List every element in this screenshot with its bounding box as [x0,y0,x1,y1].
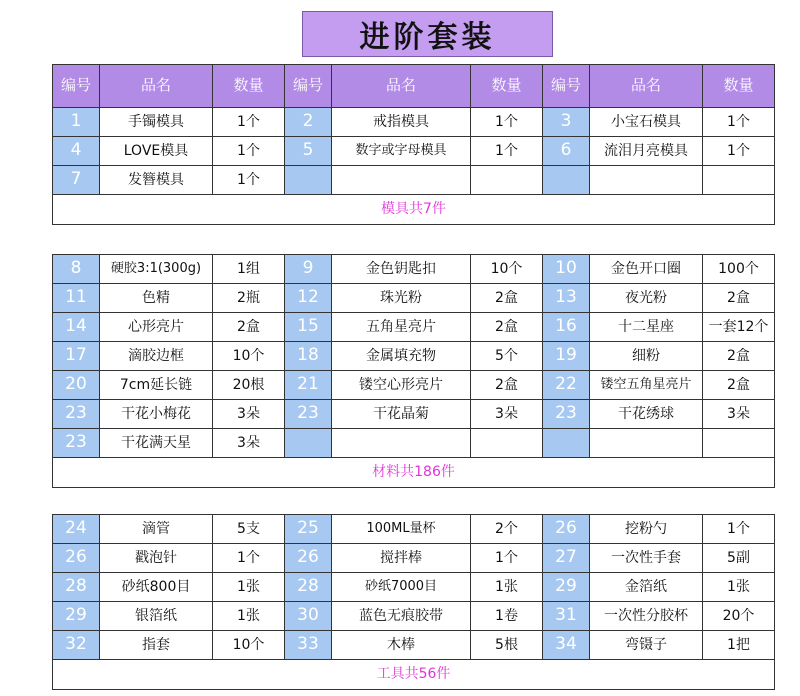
item-name: 五角星亮片 [332,313,471,342]
item-quantity: 1个 [213,108,285,137]
item-number: 27 [543,544,590,573]
item-name [332,166,471,195]
item-name [590,166,703,195]
item-quantity: 1张 [213,573,285,602]
item-quantity: 1把 [703,631,775,660]
item-quantity: 5副 [703,544,775,573]
item-quantity: 10个 [213,342,285,371]
item-number: 23 [543,400,590,429]
header-number: 编号 [543,65,590,108]
item-name: 干花小梅花 [100,400,213,429]
header-number: 编号 [285,65,332,108]
item-name: 蓝色无痕胶带 [332,602,471,631]
item-name: 干花绣球 [590,400,703,429]
item-quantity: 2盒 [703,342,775,371]
item-name: 滴管 [100,515,213,544]
materials-table [52,254,775,488]
item-name: 挖粉勺 [590,515,703,544]
item-number: 21 [285,371,332,400]
item-quantity: 1张 [213,602,285,631]
item-name: 流泪月亮模具 [590,137,703,166]
header-number: 编号 [53,65,100,108]
table-row [53,342,775,371]
item-quantity: 5个 [471,342,543,371]
table-row [53,166,775,195]
item-name: 戳泡针 [100,544,213,573]
item-quantity: 1个 [703,515,775,544]
item-quantity: 1个 [703,137,775,166]
item-name: 一次性手套 [590,544,703,573]
item-number: 3 [543,108,590,137]
item-number [543,429,590,458]
item-quantity [703,166,775,195]
item-quantity: 100个 [703,255,775,284]
item-quantity [471,429,543,458]
section-summary: 工具共56件 [53,660,775,690]
item-number: 17 [53,342,100,371]
item-quantity: 2盒 [213,313,285,342]
table-row [53,631,775,660]
item-number: 18 [285,342,332,371]
item-name: 珠光粉 [332,284,471,313]
item-number: 23 [53,400,100,429]
item-number: 29 [543,573,590,602]
item-number: 4 [53,137,100,166]
item-quantity: 1个 [213,137,285,166]
item-name: 干花满天星 [100,429,213,458]
item-number: 32 [53,631,100,660]
item-number: 31 [543,602,590,631]
item-name: 小宝石模具 [590,108,703,137]
item-number: 9 [285,255,332,284]
item-name: 数字或字母模具 [332,137,471,166]
header-quantity: 数量 [703,65,775,108]
item-quantity: 20根 [213,371,285,400]
item-name: 细粉 [590,342,703,371]
item-quantity: 2盒 [703,284,775,313]
item-name: 发簪模具 [100,166,213,195]
item-name: 金属填充物 [332,342,471,371]
item-quantity: 10个 [213,631,285,660]
item-name: 戒指模具 [332,108,471,137]
table-row [53,573,775,602]
item-quantity: 3朵 [703,400,775,429]
item-quantity: 1卷 [471,602,543,631]
item-number [543,166,590,195]
item-number: 14 [53,313,100,342]
item-name: 夜光粉 [590,284,703,313]
table-row [53,371,775,400]
table-row [53,515,775,544]
item-number: 28 [285,573,332,602]
item-number: 1 [53,108,100,137]
item-quantity: 20个 [703,602,775,631]
item-name: 砂纸800目 [100,573,213,602]
table-row [53,313,775,342]
item-quantity: 5支 [213,515,285,544]
item-quantity: 3朵 [471,400,543,429]
item-name: 弯镊子 [590,631,703,660]
header-name: 品名 [100,65,213,108]
section-summary: 模具共7件 [53,195,775,225]
item-quantity: 1张 [703,573,775,602]
item-name: 金色开口圈 [590,255,703,284]
item-name: 银箔纸 [100,602,213,631]
header-name: 品名 [590,65,703,108]
item-name: 镂空心形亮片 [332,371,471,400]
item-quantity: 1个 [213,166,285,195]
item-number: 26 [53,544,100,573]
item-quantity: 1张 [471,573,543,602]
item-quantity: 3朵 [213,429,285,458]
item-number: 11 [53,284,100,313]
item-number: 13 [543,284,590,313]
item-name: 心形亮片 [100,313,213,342]
item-quantity: 1个 [703,108,775,137]
item-name [590,429,703,458]
item-name: 一次性分胶杯 [590,602,703,631]
table-row [53,602,775,631]
item-name: 手镯模具 [100,108,213,137]
item-name [332,429,471,458]
item-quantity: 5根 [471,631,543,660]
item-number: 33 [285,631,332,660]
item-quantity: 一套12个 [703,313,775,342]
item-quantity: 2瓶 [213,284,285,313]
item-quantity: 2盒 [471,371,543,400]
item-quantity: 1个 [471,137,543,166]
item-quantity: 3朵 [213,400,285,429]
item-number: 19 [543,342,590,371]
item-number: 6 [543,137,590,166]
item-number: 28 [53,573,100,602]
item-name: 硬胶3:1(300g) [100,255,213,284]
molds-table [52,64,775,225]
table-row [53,255,775,284]
item-number: 23 [285,400,332,429]
item-number: 12 [285,284,332,313]
item-name: 金箔纸 [590,573,703,602]
table-row [53,400,775,429]
header-quantity: 数量 [471,65,543,108]
summary-row [53,195,775,225]
header-name: 品名 [332,65,471,108]
item-quantity: 1个 [471,108,543,137]
item-name: 滴胶边框 [100,342,213,371]
item-quantity: 2个 [471,515,543,544]
item-quantity: 2盒 [703,371,775,400]
item-quantity [471,166,543,195]
item-number: 34 [543,631,590,660]
item-name: 十二星座 [590,313,703,342]
table-row [53,284,775,313]
item-name: 搅拌棒 [332,544,471,573]
item-number: 2 [285,108,332,137]
item-name: 干花晶菊 [332,400,471,429]
item-quantity [703,429,775,458]
item-number: 23 [53,429,100,458]
item-quantity: 10个 [471,255,543,284]
section-summary: 材料共186件 [53,458,775,488]
item-number: 26 [543,515,590,544]
item-quantity: 1个 [213,544,285,573]
item-name: 色精 [100,284,213,313]
item-number: 26 [285,544,332,573]
item-number: 15 [285,313,332,342]
item-quantity: 1个 [471,544,543,573]
item-name: 金色钥匙扣 [332,255,471,284]
item-number [285,429,332,458]
table-row [53,429,775,458]
item-number: 24 [53,515,100,544]
item-name: 木棒 [332,631,471,660]
item-number: 29 [53,602,100,631]
item-number: 16 [543,313,590,342]
item-quantity: 1组 [213,255,285,284]
item-number: 8 [53,255,100,284]
item-name: 指套 [100,631,213,660]
header-quantity: 数量 [213,65,285,108]
item-number [285,166,332,195]
item-number: 10 [543,255,590,284]
tools-table [52,514,775,690]
item-quantity: 2盒 [471,284,543,313]
page-title: 进阶套装 [302,11,553,57]
item-name: 镂空五角星亮片 [590,371,703,400]
item-name: 7cm延长链 [100,371,213,400]
summary-row [53,660,775,690]
item-number: 20 [53,371,100,400]
table-row [53,108,775,137]
item-name: 100ML量杯 [332,515,471,544]
item-number: 30 [285,602,332,631]
item-quantity: 2盒 [471,313,543,342]
item-name: 砂纸7000目 [332,573,471,602]
item-name: LOVE模具 [100,137,213,166]
item-number: 7 [53,166,100,195]
item-number: 22 [543,371,590,400]
summary-row [53,458,775,488]
table-row [53,137,775,166]
item-number: 25 [285,515,332,544]
table-row [53,544,775,573]
header-row [53,65,775,108]
item-number: 5 [285,137,332,166]
